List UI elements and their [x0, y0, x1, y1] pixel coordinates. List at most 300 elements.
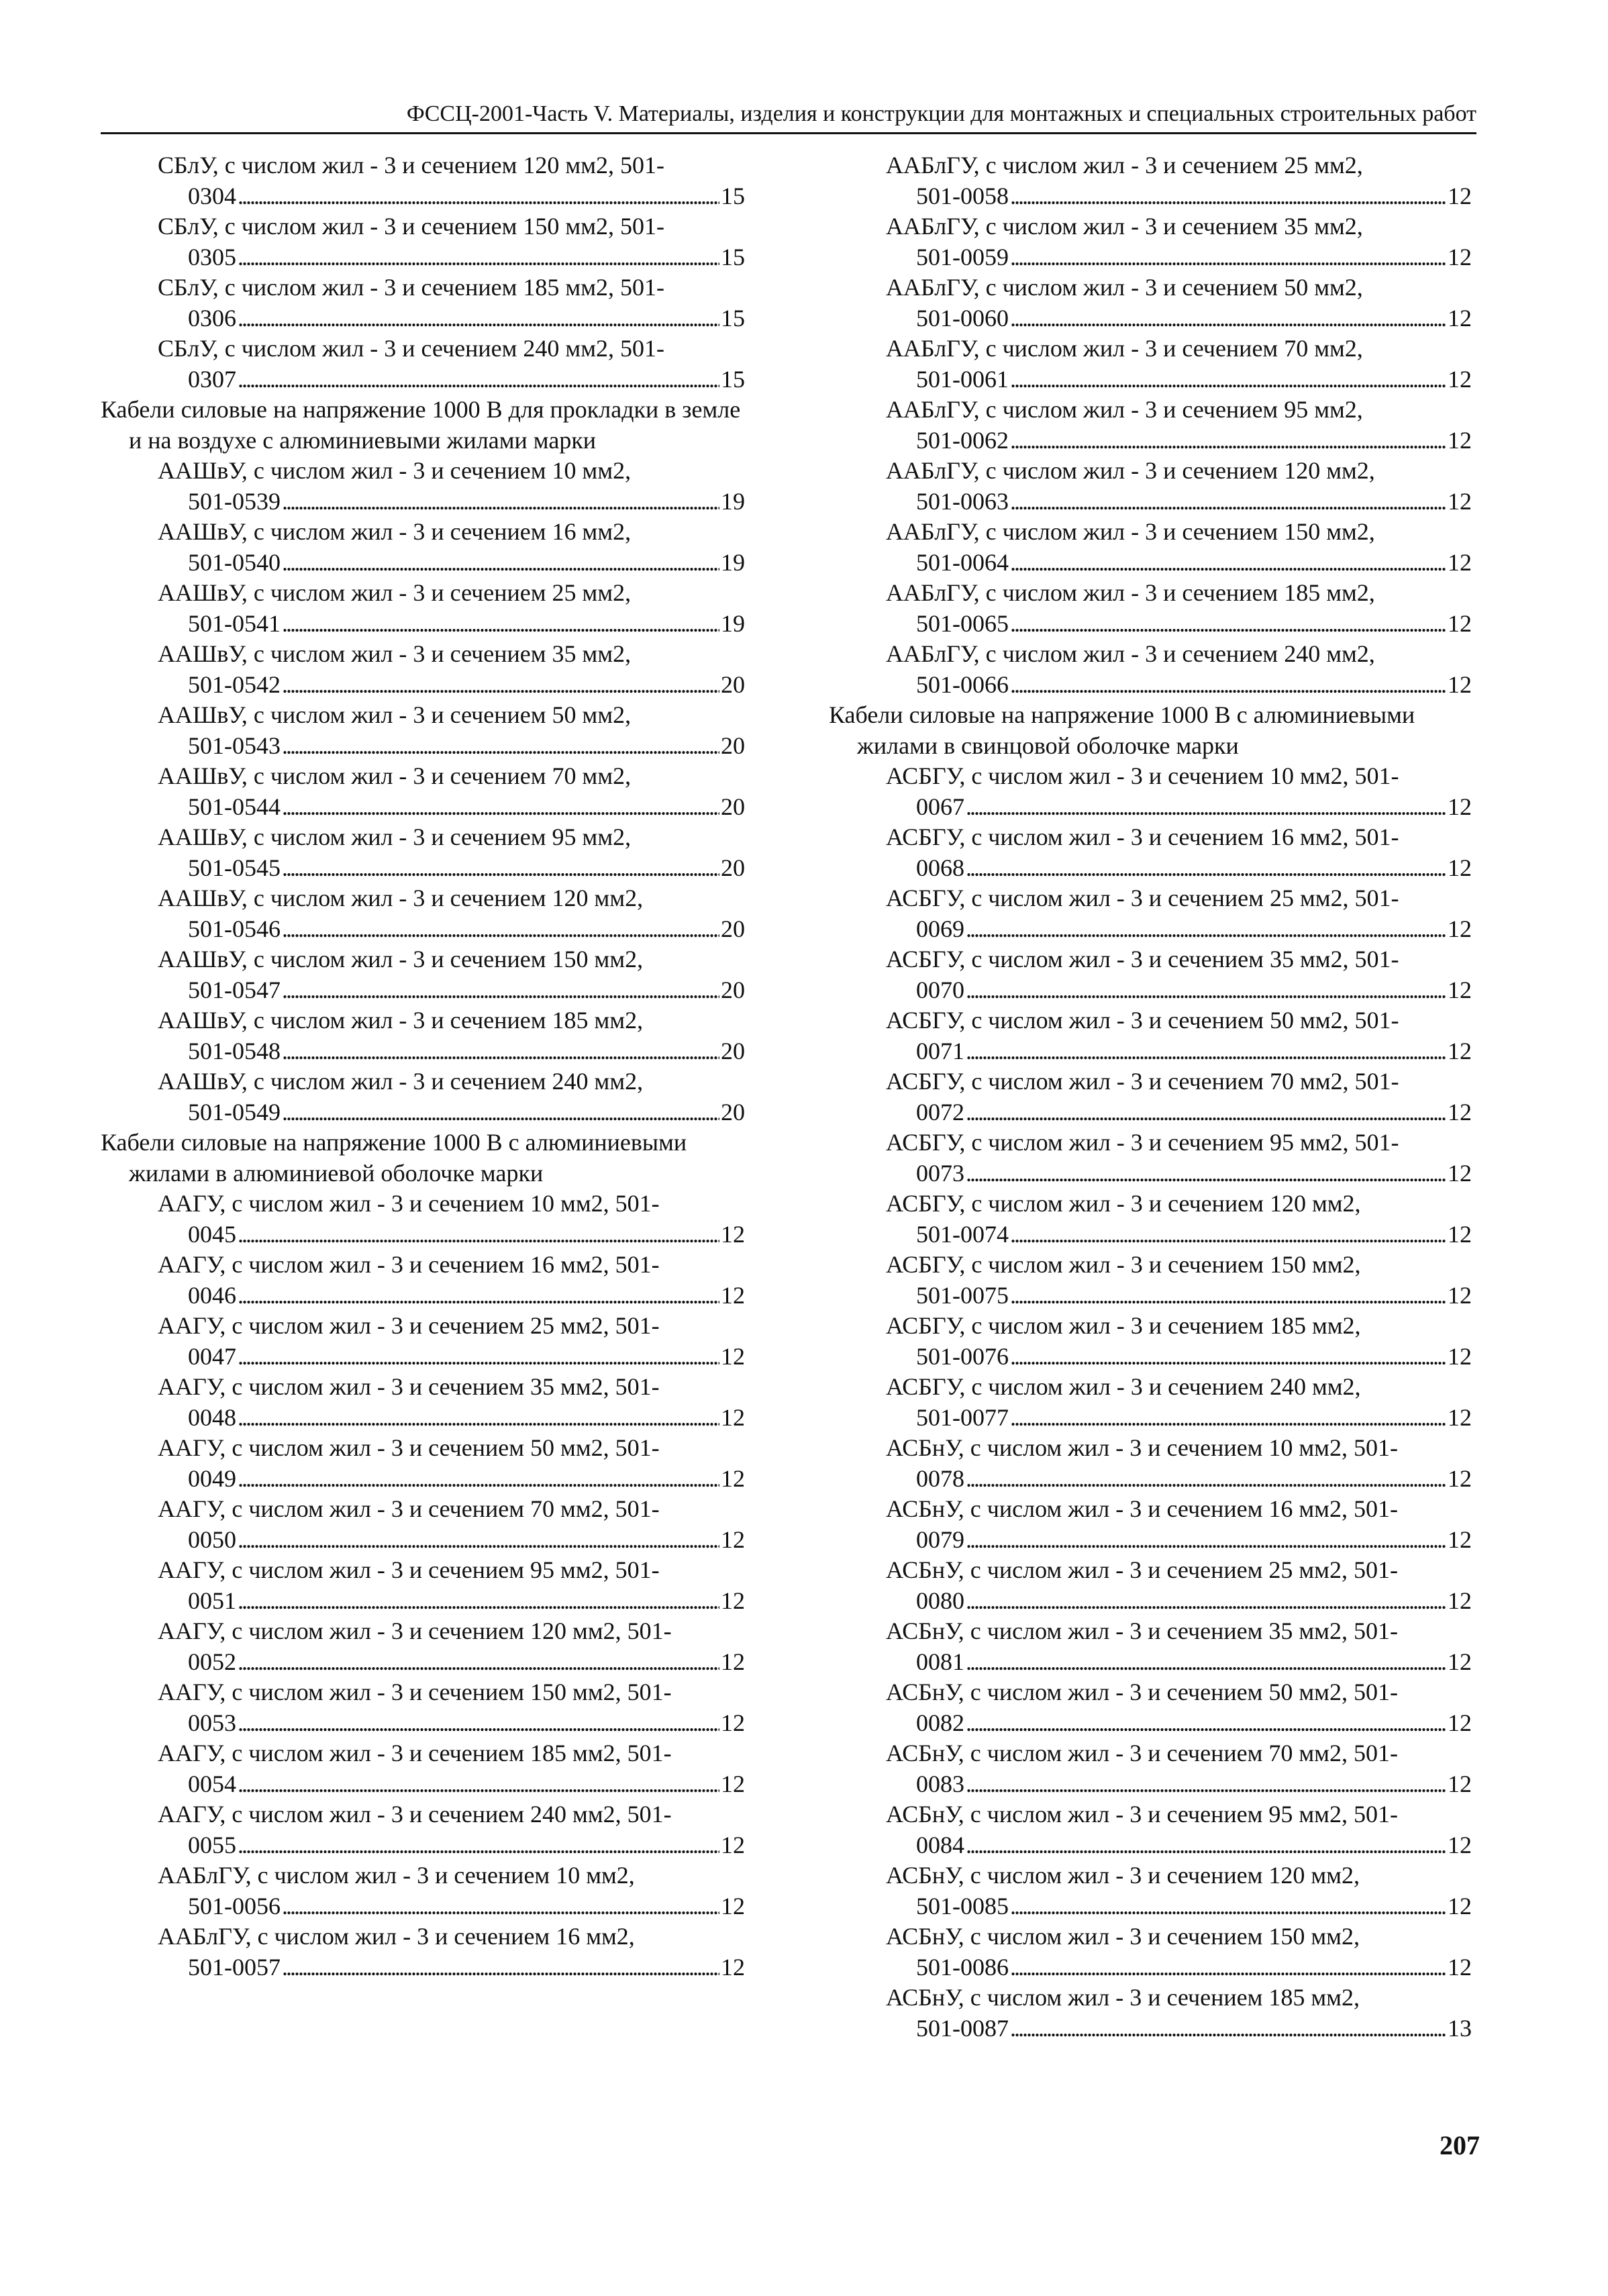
dot-leader [282, 731, 719, 762]
entry-code-row [188, 548, 745, 579]
entry-name: ААГУ, с числом жил - 3 и сечением 120 мм2, 501- [158, 1617, 672, 1644]
dot-leader [238, 1647, 719, 1678]
entry-name: АСБнУ, с числом жил - 3 и сечением 150 мм2, [886, 1923, 1360, 1950]
index-entry [829, 1494, 1472, 1555]
dot-leader [238, 1708, 719, 1739]
entry-name: АСБнУ, с числом жил - 3 и сечением 120 мм2, [886, 1862, 1360, 1889]
entry-code-row [916, 181, 1472, 212]
entry-code: 0083 [916, 1770, 964, 1797]
dot-leader [1010, 2013, 1446, 2044]
index-entry [829, 1677, 1472, 1738]
entry-code-row [916, 670, 1472, 701]
index-entry [829, 1189, 1472, 1250]
index-entry [829, 883, 1472, 944]
entry-code-row [916, 914, 1472, 945]
section-heading: Кабели силовые на напряжение 1000 В с алюминиевыми жилами в свинцовой оболочке марки [829, 701, 1415, 759]
index-entry [101, 1860, 745, 1921]
entry-name: ААГУ, с числом жил - 3 и сечением 35 мм2, 501- [158, 1373, 660, 1400]
dot-leader [238, 1769, 719, 1800]
entry-code: 501-0541 [188, 609, 281, 637]
dot-leader [282, 1952, 719, 1983]
entry-name: АСБГУ, с числом жил - 3 и сечением 150 мм2, [886, 1251, 1361, 1278]
entry-name: ААГУ, с числом жил - 3 и сечением 150 мм2, 501- [158, 1679, 672, 1705]
dot-leader [966, 1464, 1446, 1495]
index-entry [829, 334, 1472, 395]
dot-leader [1010, 487, 1446, 517]
entry-page-number: 12 [721, 1709, 745, 1736]
running-header: ФССЦ-2001-Часть V. Материалы, изделия и конструкции для монтажных и специальных строительных работ [406, 101, 1476, 126]
entry-code: 501-0087 [916, 2014, 1009, 2042]
entry-code-row [916, 1281, 1472, 1311]
entry-page-number: 20 [721, 670, 745, 698]
entry-code: 501-0545 [188, 854, 281, 881]
entry-page-number: 20 [721, 793, 745, 820]
index-entry [101, 1250, 745, 1311]
entry-name: АСБнУ, с числом жил - 3 и сечением 50 мм2, 501- [886, 1679, 1398, 1705]
entry-page-number: 12 [1448, 182, 1472, 209]
entry-name: АСБнУ, с числом жил - 3 и сечением 185 мм2, [886, 1984, 1360, 2011]
entry-page-number: 12 [1448, 548, 1472, 576]
entry-code-row [916, 1525, 1472, 1556]
entry-code-row [188, 1464, 745, 1495]
entry-code-row [916, 1158, 1472, 1189]
index-entry [829, 1372, 1472, 1433]
entry-code-row [916, 1342, 1472, 1372]
entry-name: ААБлГУ, с числом жил - 3 и сечением 120 мм2, [886, 457, 1375, 484]
dot-leader [966, 975, 1446, 1006]
dot-leader [966, 1769, 1446, 1800]
entry-code-row [916, 1036, 1472, 1067]
entry-name: ААГУ, с числом жил - 3 и сечением 10 мм2, 501- [158, 1190, 660, 1217]
entry-page-number: 15 [721, 304, 745, 332]
entry-page-number: 12 [1448, 1587, 1472, 1614]
entry-code: 0078 [916, 1464, 964, 1492]
entry-code: 0082 [916, 1709, 964, 1736]
index-entry [101, 1677, 745, 1738]
entry-code-row [916, 1586, 1472, 1617]
entry-code: 0068 [916, 854, 964, 881]
entry-name: АСБнУ, с числом жил - 3 и сечением 70 мм2, 501- [886, 1740, 1398, 1766]
entry-code: 0046 [188, 1281, 236, 1309]
index-entry [829, 822, 1472, 883]
entry-page-number: 12 [721, 1770, 745, 1797]
dot-leader [282, 914, 719, 945]
entry-code: 0304 [188, 182, 236, 209]
entry-code: 0084 [916, 1831, 964, 1858]
entry-name: ААШвУ, с числом жил - 3 и сечением 120 мм2, [158, 885, 644, 911]
entry-page-number: 12 [1448, 1342, 1472, 1370]
entry-code: 501-0085 [916, 1892, 1009, 1919]
entry-name: ААБлГУ, с числом жил - 3 и сечением 35 мм2, [886, 213, 1363, 240]
index-entry [101, 334, 745, 395]
entry-page-number: 19 [721, 609, 745, 637]
entry-page-number: 12 [1448, 793, 1472, 820]
index-entry [101, 1494, 745, 1555]
index-entry [101, 1066, 745, 1128]
dot-leader [238, 1464, 719, 1495]
entry-page-number: 12 [1448, 1159, 1472, 1187]
dot-leader [282, 487, 719, 517]
entry-name: СБлУ, с числом жил - 3 и сечением 240 мм2, 501- [158, 335, 664, 362]
entry-name: АСБГУ, с числом жил - 3 и сечением 16 мм2, 501- [886, 823, 1399, 850]
entry-code: 501-0056 [188, 1892, 281, 1919]
entry-code-row [188, 731, 745, 762]
entry-name: СБлУ, с числом жил - 3 и сечением 120 мм2, 501- [158, 152, 664, 179]
index-column-right [829, 150, 1472, 2044]
entry-code: 501-0062 [916, 426, 1009, 454]
entry-code: 0305 [188, 243, 236, 270]
entry-page-number: 12 [721, 1342, 745, 1370]
entry-page-number: 12 [1448, 915, 1472, 942]
dot-leader [966, 853, 1446, 884]
entry-code: 501-0547 [188, 976, 281, 1003]
dot-leader [966, 1830, 1446, 1861]
entry-name: ААШвУ, с числом жил - 3 и сечением 35 мм2, [158, 640, 632, 667]
index-entry [101, 1433, 745, 1494]
entry-code: 501-0057 [188, 1953, 281, 1981]
dot-leader [966, 792, 1446, 823]
entry-name: СБлУ, с числом жил - 3 и сечением 185 мм2, 501- [158, 274, 664, 301]
entry-code: 0050 [188, 1526, 236, 1553]
dot-leader [966, 1708, 1446, 1739]
entry-name: АСБнУ, с числом жил - 3 и сечением 16 мм2, 501- [886, 1495, 1398, 1522]
entry-code-row [916, 1891, 1472, 1922]
dot-leader [1010, 242, 1446, 273]
entry-name: ААШвУ, с числом жил - 3 и сечением 25 мм2, [158, 579, 632, 606]
entry-code-row [188, 1281, 745, 1311]
entry-code-row [188, 1097, 745, 1128]
entry-code-row [188, 853, 745, 884]
dot-leader [238, 1281, 719, 1311]
entry-code: 501-0540 [188, 548, 281, 576]
index-entry [829, 1128, 1472, 1189]
entry-page-number: 12 [1448, 426, 1472, 454]
entry-code-row [188, 487, 745, 517]
dot-leader [966, 1525, 1446, 1556]
entry-name: ААБлГУ, с числом жил - 3 и сечением 25 мм2, [886, 152, 1363, 179]
entry-code-row [188, 1952, 745, 1983]
entry-code-row [916, 975, 1472, 1006]
section-heading: Кабели силовые на напряжение 1000 В с алюминиевыми жилами в алюминиевой оболочке марки [101, 1129, 687, 1187]
entry-name: ААГУ, с числом жил - 3 и сечением 25 мм2, 501- [158, 1312, 660, 1339]
dot-leader [282, 1891, 719, 1922]
entry-code: 0079 [916, 1526, 964, 1553]
dot-leader [282, 975, 719, 1006]
entry-page-number: 12 [1448, 976, 1472, 1003]
entry-code-row [188, 792, 745, 823]
entry-code: 501-0544 [188, 793, 281, 820]
entry-code-row [916, 1403, 1472, 1434]
entry-code: 0045 [188, 1220, 236, 1248]
index-entry [829, 944, 1472, 1005]
index-entry [101, 944, 745, 1005]
entry-page-number: 12 [1448, 1403, 1472, 1431]
entry-code: 501-0074 [916, 1220, 1009, 1248]
dot-leader [966, 1647, 1446, 1678]
entry-page-number: 12 [721, 1526, 745, 1553]
index-entry [101, 639, 745, 700]
entry-page-number: 12 [1448, 1098, 1472, 1126]
entry-code: 501-0077 [916, 1403, 1009, 1431]
index-entry [101, 211, 745, 272]
dot-leader [1010, 364, 1446, 395]
section-heading: Кабели силовые на напряжение 1000 В для прокладки в земле и на воздухе с алюминиевыми жилами марки [101, 396, 741, 454]
entry-page-number: 12 [1448, 670, 1472, 698]
index-entry [829, 1555, 1472, 1616]
dot-leader [282, 609, 719, 640]
entry-name: СБлУ, с числом жил - 3 и сечением 150 мм2, 501- [158, 213, 664, 240]
dot-leader [1010, 426, 1446, 456]
index-column-left [101, 150, 745, 1983]
page-number: 207 [1440, 2130, 1480, 2160]
entry-name: ААШвУ, с числом жил - 3 и сечением 95 мм2, [158, 823, 632, 850]
entry-code: 0067 [916, 793, 964, 820]
entry-page-number: 20 [721, 976, 745, 1003]
dot-leader [238, 1586, 719, 1617]
index-entry [829, 639, 1472, 700]
dot-leader [966, 1036, 1446, 1067]
dot-leader [1010, 181, 1446, 212]
entry-code-row [188, 1769, 745, 1800]
entry-code-row [188, 1036, 745, 1067]
index-entry [101, 1372, 745, 1433]
index-entry [829, 1860, 1472, 1921]
entry-name: ААБлГУ, с числом жил - 3 и сечением 185 мм2, [886, 579, 1375, 606]
entry-code-row [188, 1525, 745, 1556]
entry-page-number: 12 [1448, 609, 1472, 637]
dot-leader [238, 242, 719, 273]
dot-leader [282, 792, 719, 823]
entry-page-number: 13 [1448, 2014, 1472, 2042]
dot-leader [1010, 609, 1446, 640]
entry-code: 501-0086 [916, 1953, 1009, 1981]
dot-leader [966, 1097, 1446, 1128]
dot-leader [282, 548, 719, 579]
dot-leader [966, 1158, 1446, 1189]
dot-leader [238, 364, 719, 395]
entry-page-number: 12 [1448, 243, 1472, 270]
entry-name: ААГУ, с числом жил - 3 и сечением 70 мм2, 501- [158, 1495, 660, 1522]
entry-name: ААГУ, с числом жил - 3 и сечением 16 мм2, 501- [158, 1251, 660, 1278]
entry-name: ААГУ, с числом жил - 3 и сечением 240 мм2, 501- [158, 1801, 672, 1828]
entry-code-row [188, 914, 745, 945]
entry-code-row [188, 1647, 745, 1678]
entry-name: ААШвУ, с числом жил - 3 и сечением 16 мм2, [158, 518, 632, 545]
entry-code-row [916, 1097, 1472, 1128]
entry-name: АСБГУ, с числом жил - 3 и сечением 95 мм2, 501- [886, 1129, 1399, 1156]
entry-code: 501-0060 [916, 304, 1009, 332]
entry-code: 501-0065 [916, 609, 1009, 637]
entry-code: 501-0058 [916, 182, 1009, 209]
entry-code: 0048 [188, 1403, 236, 1431]
dot-leader [282, 853, 719, 884]
index-entry [101, 1616, 745, 1677]
entry-code: 501-0061 [916, 365, 1009, 393]
entry-code: 0051 [188, 1587, 236, 1614]
entry-page-number: 12 [1448, 1037, 1472, 1064]
dot-leader [1010, 1342, 1446, 1372]
entry-code: 0054 [188, 1770, 236, 1797]
entry-name: АСБГУ, с числом жил - 3 и сечением 185 мм2, [886, 1312, 1361, 1339]
entry-page-number: 12 [1448, 1892, 1472, 1919]
entry-name: АСБГУ, с числом жил - 3 и сечением 25 мм2, 501- [886, 885, 1399, 911]
entry-code: 501-0063 [916, 487, 1009, 515]
dot-leader [1010, 1952, 1446, 1983]
dot-leader [238, 1830, 719, 1861]
entry-code: 0072 [916, 1098, 964, 1126]
entry-name: АСБнУ, с числом жил - 3 и сечением 95 мм2, 501- [886, 1801, 1398, 1828]
entry-page-number: 12 [1448, 1648, 1472, 1675]
header-rule [101, 132, 1476, 134]
dot-leader [282, 1097, 719, 1128]
dot-leader [1010, 1219, 1446, 1250]
dot-leader [1010, 1891, 1446, 1922]
entry-name: ААШвУ, с числом жил - 3 и сечением 70 мм2, [158, 762, 632, 789]
entry-page-number: 12 [1448, 1709, 1472, 1736]
index-entry [829, 1005, 1472, 1066]
entry-code-row [188, 609, 745, 640]
entry-name: ААБлГУ, с числом жил - 3 и сечением 16 мм2, [158, 1923, 635, 1950]
entry-code: 501-0064 [916, 548, 1009, 576]
entry-code: 0071 [916, 1037, 964, 1064]
entry-code-row [188, 181, 745, 212]
entry-page-number: 15 [721, 182, 745, 209]
index-entry [101, 700, 745, 761]
entry-page-number: 12 [721, 1953, 745, 1981]
dot-leader [238, 1342, 719, 1372]
entry-code: 0070 [916, 976, 964, 1003]
entry-page-number: 15 [721, 243, 745, 270]
dot-leader [238, 181, 719, 212]
entry-name: АСБГУ, с числом жил - 3 и сечением 240 мм2, [886, 1373, 1361, 1400]
entry-page-number: 12 [1448, 1526, 1472, 1553]
index-entry [101, 1189, 745, 1250]
entry-name: ААБлГУ, с числом жил - 3 и сечением 240 мм2, [886, 640, 1375, 667]
entry-code-row [916, 2013, 1472, 2044]
index-entry [829, 1738, 1472, 1799]
index-entry [101, 150, 745, 211]
entry-code-row [188, 303, 745, 334]
entry-name: АСБГУ, с числом жил - 3 и сечением 35 мм2, 501- [886, 946, 1399, 972]
entry-page-number: 12 [1448, 365, 1472, 393]
entry-code-row [916, 1647, 1472, 1678]
entry-code-row [188, 1219, 745, 1250]
entry-code-row [188, 242, 745, 273]
entry-code-row [916, 792, 1472, 823]
entry-page-number: 12 [1448, 1220, 1472, 1248]
entry-code-row [916, 242, 1472, 273]
entry-code-row [916, 1769, 1472, 1800]
entry-code: 501-0542 [188, 670, 281, 698]
entry-code-row [188, 1891, 745, 1922]
entry-code-row [188, 1830, 745, 1861]
entry-name: ААГУ, с числом жил - 3 и сечением 185 мм2, 501- [158, 1740, 672, 1766]
entry-name: АСБнУ, с числом жил - 3 и сечением 10 мм2, 501- [886, 1434, 1398, 1461]
index-entry [829, 272, 1472, 334]
index-entry [101, 272, 745, 334]
dot-leader [282, 1036, 719, 1067]
index-entry [829, 578, 1472, 639]
entry-name: ААБлГУ, с числом жил - 3 и сечением 70 мм2, [886, 335, 1363, 362]
entry-code: 501-0543 [188, 732, 281, 759]
entry-code-row [916, 303, 1472, 334]
dot-leader [238, 303, 719, 334]
dot-leader [966, 1586, 1446, 1617]
entry-page-number: 12 [721, 1403, 745, 1431]
entry-page-number: 20 [721, 915, 745, 942]
index-entry [829, 1250, 1472, 1311]
entry-code: 501-0548 [188, 1037, 281, 1064]
entry-name: АСБнУ, с числом жил - 3 и сечением 25 мм2, 501- [886, 1556, 1398, 1583]
index-entry [101, 822, 745, 883]
entry-name: АСБГУ, с числом жил - 3 и сечением 50 мм2, 501- [886, 1007, 1399, 1034]
entry-code-row [188, 1586, 745, 1617]
entry-code: 501-0075 [916, 1281, 1009, 1309]
entry-code: 501-0066 [916, 670, 1009, 698]
entry-page-number: 19 [721, 487, 745, 515]
entry-page-number: 12 [721, 1281, 745, 1309]
entry-code-row [188, 1403, 745, 1434]
index-entry [829, 150, 1472, 211]
entry-page-number: 12 [1448, 854, 1472, 881]
entry-name: АСБГУ, с числом жил - 3 и сечением 120 мм2, [886, 1190, 1361, 1217]
entry-page-number: 12 [1448, 1953, 1472, 1981]
entry-name: АСБнУ, с числом жил - 3 и сечением 35 мм2, 501- [886, 1617, 1398, 1644]
index-entry [829, 517, 1472, 578]
entry-name: ААБлГУ, с числом жил - 3 и сечением 10 мм2, [158, 1862, 635, 1889]
entry-code-row [188, 1708, 745, 1739]
entry-code: 0073 [916, 1159, 964, 1187]
entry-name: ААШвУ, с числом жил - 3 и сечением 10 мм2, [158, 457, 632, 484]
entry-page-number: 12 [1448, 1770, 1472, 1797]
dot-leader [1010, 670, 1446, 701]
entry-code: 0053 [188, 1709, 236, 1736]
dot-leader [1010, 303, 1446, 334]
entry-page-number: 12 [721, 1464, 745, 1492]
index-entry [829, 1433, 1472, 1494]
entry-code-row [916, 609, 1472, 640]
index-entry [101, 517, 745, 578]
entry-code: 0080 [916, 1587, 964, 1614]
entry-code: 0052 [188, 1648, 236, 1675]
index-entry [829, 395, 1472, 456]
dot-leader [1010, 1281, 1446, 1311]
entry-page-number: 12 [1448, 304, 1472, 332]
dot-leader [238, 1403, 719, 1434]
entry-name: ААГУ, с числом жил - 3 и сечением 95 мм2, 501- [158, 1556, 660, 1583]
entry-page-number: 20 [721, 854, 745, 881]
entry-code: 501-0546 [188, 915, 281, 942]
entry-page-number: 12 [1448, 1831, 1472, 1858]
index-entry [829, 1921, 1472, 1983]
entry-code-row [916, 1464, 1472, 1495]
entry-page-number: 20 [721, 732, 745, 759]
index-entry [829, 1066, 1472, 1128]
entry-code-row [916, 1952, 1472, 1983]
index-entry [829, 1799, 1472, 1860]
entry-code-row [188, 975, 745, 1006]
entry-page-number: 19 [721, 548, 745, 576]
dot-leader [238, 1525, 719, 1556]
entry-code: 0069 [916, 915, 964, 942]
dot-leader [238, 1219, 719, 1250]
entry-name: ААШвУ, с числом жил - 3 и сечением 150 мм2, [158, 946, 644, 972]
entry-name: ААШвУ, с числом жил - 3 и сечением 185 мм2, [158, 1007, 644, 1034]
entry-code-row [188, 670, 745, 701]
entry-code: 501-0549 [188, 1098, 281, 1126]
entry-code: 0307 [188, 365, 236, 393]
entry-code: 0306 [188, 304, 236, 332]
